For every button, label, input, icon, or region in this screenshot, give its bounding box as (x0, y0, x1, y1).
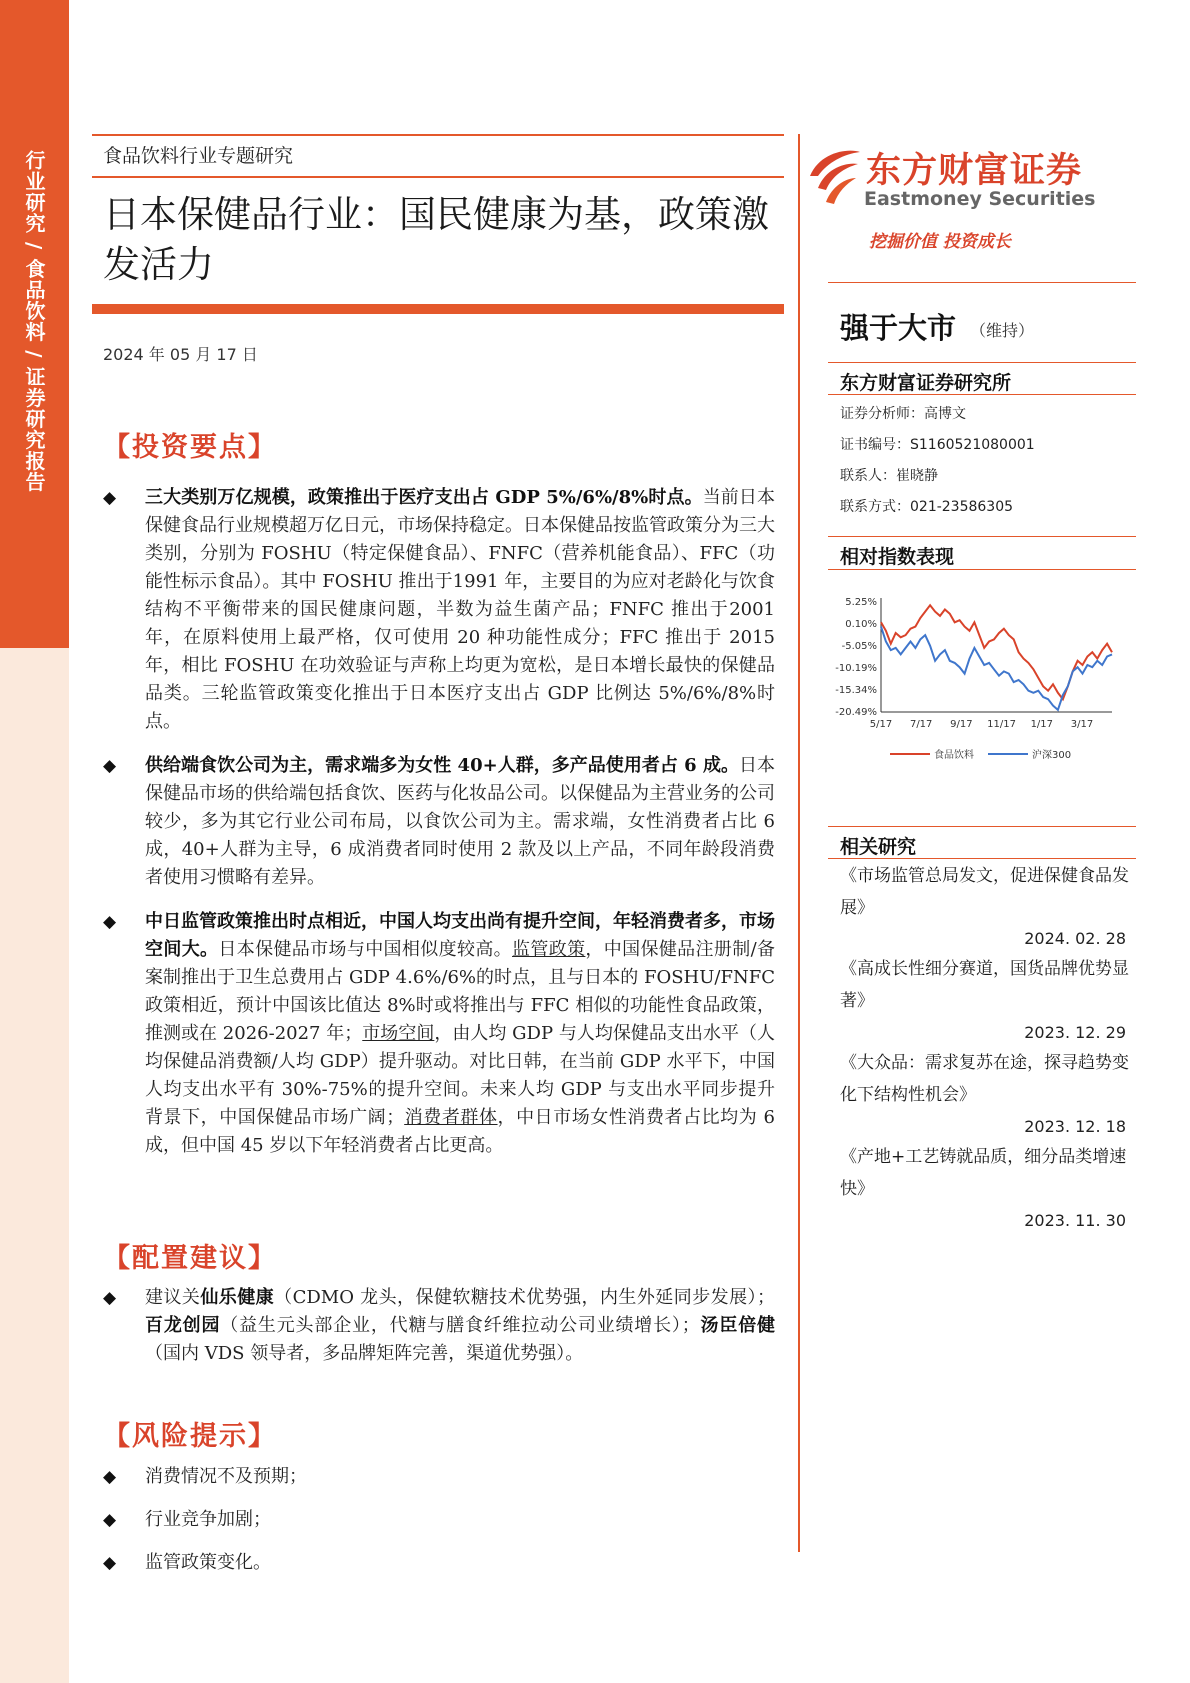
key-point-3-body-d: ，中日市场女性消费者占比均为 6 成，但中国 45 岁以下年轻消费者占比更高。 (145, 1107, 776, 1156)
key-point-3-underline-market: 市场空间 (362, 1023, 435, 1044)
key-point-3 (103, 908, 775, 1160)
bullet-diamond-icon: ◆ (103, 756, 117, 776)
relative-index-chart (828, 586, 1138, 776)
risk-heading: 【风险提示】 (103, 1421, 277, 1452)
related-bottom-rule (828, 858, 1136, 859)
bullet-diamond-icon: ◆ (103, 912, 117, 932)
y-tick-label: -5.05% (841, 641, 877, 652)
risk-text-2: 行业竞争加剧； (145, 1509, 271, 1530)
y-tick-label: -15.34% (835, 685, 877, 696)
y-tick-label: -20.49% (835, 707, 877, 718)
chart-top-rule (828, 536, 1136, 537)
bullet-diamond-icon: ◆ (103, 1467, 117, 1487)
key-point-3-body-a: 日本保健品市场与中国相似度较高。 (218, 939, 513, 960)
rating-top-rule (828, 282, 1136, 283)
contact-person: 联系人：崔晓静 (840, 468, 938, 484)
institute-top-rule (828, 362, 1136, 363)
related-report-title[interactable]: 《大众品：需求复苏在途，探寻趋势变化下结构性机会》 (840, 1053, 1129, 1105)
x-tick-label: 7/17 (909, 719, 933, 730)
key-point-3-underline-consumer: 消费者群体 (404, 1107, 498, 1128)
y-tick-label: 5.25% (845, 597, 877, 608)
x-tick-label: 11/17 (987, 719, 1017, 730)
bullet-diamond-icon: ◆ (103, 488, 117, 508)
key-point-3-lead: 中日监管政策推出时点相近，中国人均支出尚有提升空间，年轻消费者多，市场空间大。 (145, 911, 775, 960)
investment-rating: 强于大市 (840, 311, 957, 345)
key-point-2-lead: 供给端食饮公司为主，需求端多为女性 40+人群，多产品使用者占 6 成。 (145, 755, 739, 776)
key-point-3-body-c: ，由人均 GDP 与人均保健品支出水平（人均保健品消费额/人均 GDP）提升驱动。对比日韩，在当前 GDP 水平下，中国人均支出水平有 30%-75%的提升空间。未来人均 GDP 与支出水平同步提升背景下，中国保健品市场广阔； (145, 1023, 775, 1128)
risk-text-3: 监管政策变化。 (145, 1552, 271, 1573)
relative-index-chart-svg (828, 586, 1138, 776)
allocation-text-2: （CDMO 龙头，保健软糖技术优势强，内生外延同步发展）； (274, 1287, 775, 1308)
related-report-title[interactable]: 《高成长性细分赛道，国货品牌优势显著》 (840, 959, 1129, 1011)
related-report-date: 2023. 12. 29 (1024, 1023, 1126, 1042)
bullet-diamond-icon: ◆ (103, 1510, 117, 1530)
y-tick-label: 0.10% (845, 619, 877, 630)
allocation-text-3: （益生元头部企业，代糖与膳食纤维拉动公司业绩增长）； (220, 1315, 700, 1336)
rating-note: （维持） (970, 321, 1035, 340)
bullet-diamond-icon: ◆ (103, 1288, 117, 1308)
related-report-date: 2024. 02. 28 (1024, 929, 1126, 948)
key-point-3-body-b: ，中国保健品注册制/备案制推出于卫生总费用占 GDP 4.6%/6%的时点，且与日本的 FOSHU/FNFC 政策相近，预计中国该比值达 8%时或将推出与 FFC 相似的功能性食品政策，推测或在 2026-2027 年； (145, 939, 775, 1044)
related-report-date: 2023. 12. 18 (1024, 1117, 1126, 1136)
report-topic: 食品饮料行业专题研究 (103, 145, 294, 167)
allocation-text-1: 建议关 (145, 1287, 201, 1308)
institute-name: 东方财富证券研究所 (840, 372, 1012, 394)
legend-label: 沪深300 (1032, 750, 1072, 761)
legend-label: 食品饮料 (934, 750, 974, 761)
key-point-1-body: 当前日本保健食品行业规模超万亿日元，市场保持稳定。日本保健品按监管政策分为三大类别，分别为 FOSHU（特定保健食品）、FNFC（营养机能食品）、FFC（功能性标示食品）。其中 FOSHU 推出于1991 年，主要目的为应对老龄化与饮食结构不平衡带来的国民健康问题，半数为益生菌产品；FNFC 推出于2001 年，在原料使用上最严格，仅可使用 20 种功能性成分；FFC 推出于 2015 年，相比 FOSHU 在功效验证与声称上均更为宽松，是日本增长最快的保健品品类。三轮监管政策变化推出于日本医疗支出占 GDP 比例达 5%/6%/8%时点。 (145, 487, 775, 732)
x-tick-label: 1/17 (1030, 719, 1054, 730)
brand-slogan: 挖掘价值 投资成长 (869, 232, 1011, 252)
certificate-number: 证书编号：S1160521080001 (840, 437, 1035, 453)
report-date: 2024 年 05 月 17 日 (103, 345, 258, 364)
risk-text-1: 消费情况不及预期； (145, 1466, 307, 1487)
chart-heading: 相对指数表现 (840, 546, 955, 568)
related-report-title[interactable]: 《市场监管总局发文，促进保健食品发展》 (840, 866, 1129, 918)
header-top-rule (92, 134, 784, 136)
header-mid-rule (92, 176, 784, 178)
institute-bottom-rule (828, 394, 1136, 395)
chart-bottom-rule (828, 569, 1136, 570)
key-point-2 (103, 752, 775, 892)
x-tick-label: 9/17 (950, 719, 973, 730)
series-line-food-beverage (881, 605, 1112, 699)
key-point-3-underline-policy: 监管政策 (512, 939, 586, 960)
vertical-category-label: 行业研究 / 食品饮料 / 证券研究报告 (22, 150, 46, 493)
risk-item-2 (103, 1506, 775, 1534)
risk-item-3 (103, 1549, 775, 1577)
bullet-diamond-icon: ◆ (103, 1553, 117, 1573)
side-band-accent (0, 0, 69, 648)
title-bar (92, 304, 784, 314)
key-point-1-lead: 三大类别万亿规模，政策推出于医疗支出占 GDP 5%/6%/8%时点。 (145, 487, 703, 508)
key-point-1 (103, 484, 775, 736)
report-title: 日本保健品行业：国民健康为基，政策激发活力 (103, 193, 769, 286)
x-tick-label: 5/17 (869, 719, 893, 730)
brand-name-cn: 东方财富证券 (866, 151, 1083, 191)
y-tick-label: -10.19% (835, 663, 877, 674)
risk-item-1 (103, 1463, 775, 1491)
allocation-text-4: （国内 VDS 领导者，多品牌矩阵完善，渠道优势强）。 (145, 1343, 584, 1364)
related-report-date: 2023. 11. 30 (1024, 1211, 1126, 1230)
company-name-2: 百龙创园 (145, 1315, 221, 1336)
brand-name-en: Eastmoney Securities (864, 188, 1096, 210)
company-name-1: 仙乐健康 (200, 1287, 275, 1308)
key-point-2-body: 日本保健品市场的供给端包括食饮、医药与化妆品公司。以保健品为主营业务的公司较少，多为其它行业公司布局，以食饮公司为主。需求端，女性消费者占比 6 成，40+人群为主导，6 成消费者同时使用 2 款及以上产品，不同年龄段消费者使用习惯略有差异。 (145, 755, 776, 888)
related-report-title[interactable]: 《产地+工艺铸就品质，细分品类增速快》 (840, 1147, 1127, 1199)
company-name-3: 汤臣倍健 (699, 1315, 776, 1336)
related-top-rule (828, 826, 1136, 827)
x-tick-label: 3/17 (1070, 719, 1094, 730)
key-points-heading: 【投资要点】 (103, 432, 277, 463)
series-line-csi300 (881, 627, 1112, 710)
allocation-item (103, 1284, 775, 1368)
eastmoney-logo-icon (804, 146, 862, 206)
column-divider (798, 134, 800, 1552)
allocation-heading: 【配置建议】 (103, 1243, 277, 1274)
contact-phone: 联系方式：021-23586305 (840, 499, 1014, 515)
related-heading: 相关研究 (840, 836, 917, 858)
analyst-name: 证券分析师：高博文 (840, 406, 966, 422)
